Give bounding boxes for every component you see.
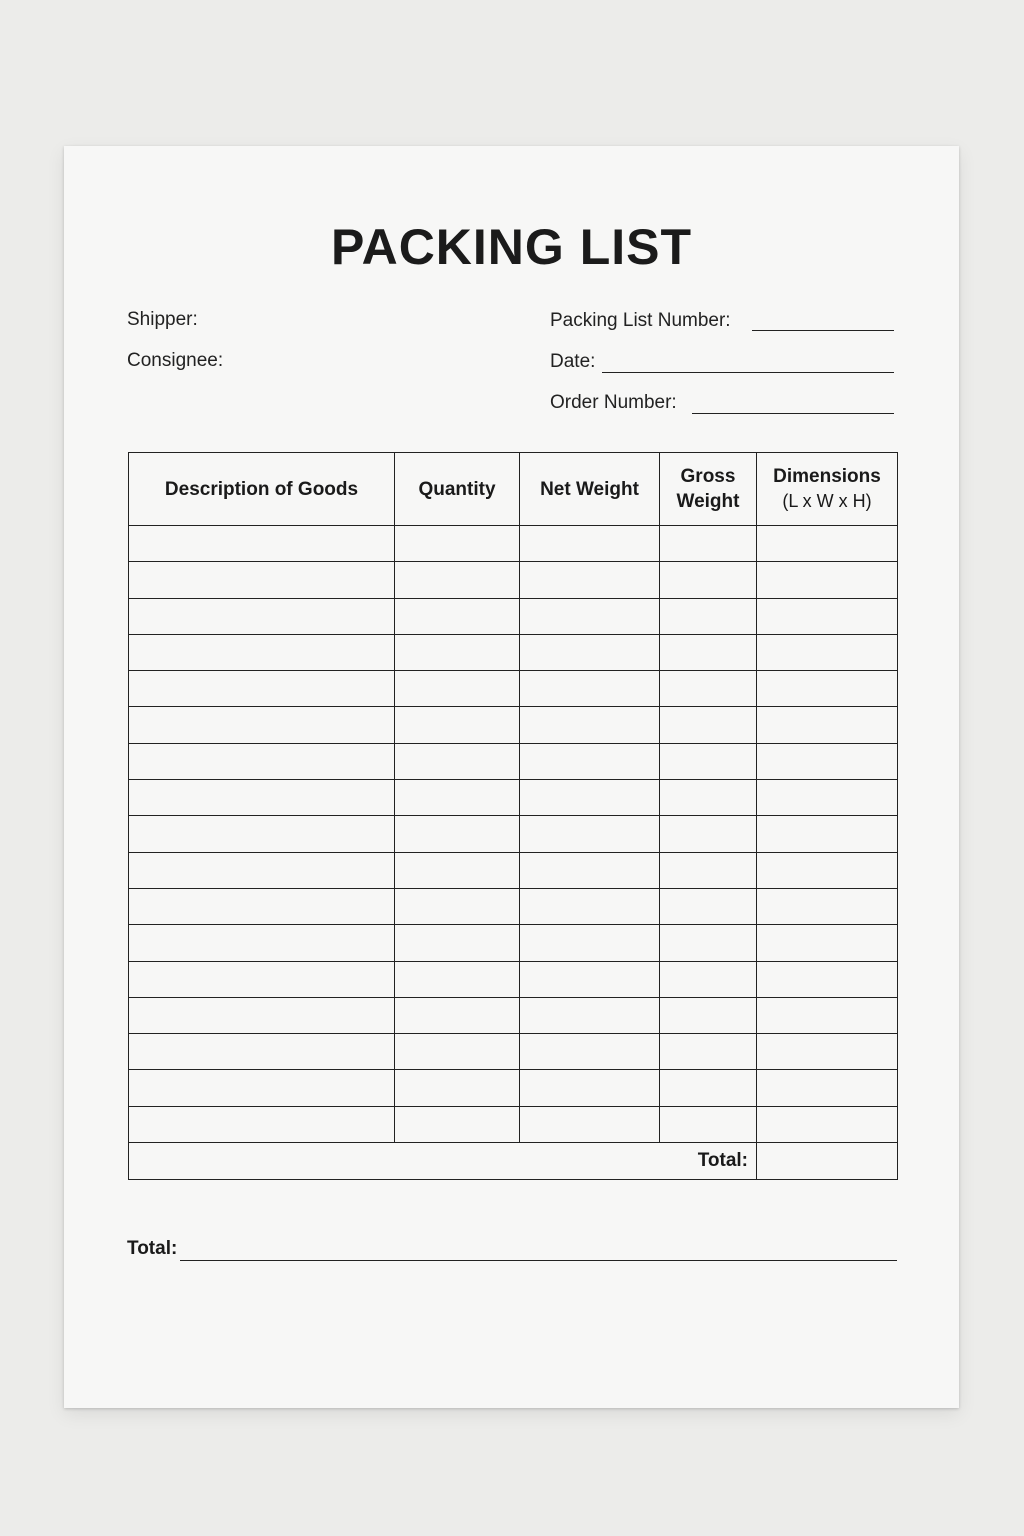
cell-description[interactable] xyxy=(129,997,395,1033)
table-row xyxy=(129,526,898,562)
cell-dimensions[interactable] xyxy=(757,925,898,961)
header-dimensions xyxy=(757,453,898,526)
cell-net-weight[interactable] xyxy=(520,925,660,961)
cell-description[interactable] xyxy=(129,816,395,852)
cell-description[interactable] xyxy=(129,852,395,888)
header-description: Description of Goods xyxy=(129,453,395,526)
table-row xyxy=(129,780,898,816)
cell-gross-weight[interactable] xyxy=(660,707,757,743)
cell-gross-weight[interactable] xyxy=(660,780,757,816)
cell-gross-weight[interactable] xyxy=(660,634,757,670)
table-row xyxy=(129,1034,898,1070)
cell-gross-weight[interactable] xyxy=(660,852,757,888)
cell-net-weight[interactable] xyxy=(520,1106,660,1142)
table-body xyxy=(129,526,898,1143)
table-total-label: Total: xyxy=(129,1143,757,1180)
header-gross-weight-line1: Gross xyxy=(680,466,736,487)
table-row xyxy=(129,925,898,961)
packing-list-sheet xyxy=(64,146,959,1408)
cell-description[interactable] xyxy=(129,562,395,598)
cell-description[interactable] xyxy=(129,888,395,924)
cell-quantity[interactable] xyxy=(395,888,520,924)
footer-total-label: Total: xyxy=(127,1238,178,1259)
cell-dimensions[interactable] xyxy=(757,780,898,816)
header-dimensions-title: Dimensions xyxy=(773,466,881,487)
cell-description[interactable] xyxy=(129,707,395,743)
cell-gross-weight[interactable] xyxy=(660,526,757,562)
cell-dimensions[interactable] xyxy=(757,634,898,670)
cell-net-weight[interactable] xyxy=(520,671,660,707)
table-row xyxy=(129,997,898,1033)
cell-quantity[interactable] xyxy=(395,707,520,743)
table-row xyxy=(129,852,898,888)
date-field[interactable] xyxy=(602,372,894,373)
cell-description[interactable] xyxy=(129,1106,395,1142)
cell-quantity[interactable] xyxy=(395,1034,520,1070)
table-row xyxy=(129,634,898,670)
goods-table xyxy=(128,452,898,1180)
date-label: Date: xyxy=(550,351,596,372)
cell-gross-weight[interactable] xyxy=(660,1070,757,1106)
page-title: PACKING LIST xyxy=(330,219,693,275)
cell-net-weight[interactable] xyxy=(520,997,660,1033)
cell-quantity[interactable] xyxy=(395,816,520,852)
cell-net-weight[interactable] xyxy=(520,888,660,924)
cell-dimensions[interactable] xyxy=(757,888,898,924)
header-dimensions-subtitle: (L x W x H) xyxy=(782,491,872,511)
cell-dimensions[interactable] xyxy=(757,852,898,888)
cell-net-weight[interactable] xyxy=(520,816,660,852)
cell-dimensions[interactable] xyxy=(757,562,898,598)
cell-description[interactable] xyxy=(129,961,395,997)
cell-quantity[interactable] xyxy=(395,1070,520,1106)
packing-list-number-field[interactable] xyxy=(752,330,894,331)
cell-dimensions[interactable] xyxy=(757,526,898,562)
cell-dimensions[interactable] xyxy=(757,816,898,852)
shipper-label: Shipper: xyxy=(127,309,198,330)
cell-quantity[interactable] xyxy=(395,997,520,1033)
cell-quantity[interactable] xyxy=(395,562,520,598)
cell-dimensions[interactable] xyxy=(757,1106,898,1142)
cell-quantity[interactable] xyxy=(395,852,520,888)
cell-gross-weight[interactable] xyxy=(660,743,757,779)
table-row xyxy=(129,1106,898,1142)
cell-description[interactable] xyxy=(129,743,395,779)
order-number-label: Order Number: xyxy=(550,392,677,413)
cell-gross-weight[interactable] xyxy=(660,816,757,852)
packing-list-number-label: Packing List Number: xyxy=(550,310,731,331)
cell-quantity[interactable] xyxy=(395,780,520,816)
cell-net-weight[interactable] xyxy=(520,707,660,743)
cell-net-weight[interactable] xyxy=(520,780,660,816)
table-row xyxy=(129,1070,898,1106)
table-row xyxy=(129,743,898,779)
cell-quantity[interactable] xyxy=(395,526,520,562)
cell-description[interactable] xyxy=(129,1034,395,1070)
cell-gross-weight[interactable] xyxy=(660,671,757,707)
cell-net-weight[interactable] xyxy=(520,634,660,670)
cell-quantity[interactable] xyxy=(395,1106,520,1142)
table-header-row xyxy=(129,453,898,526)
consignee-label: Consignee: xyxy=(127,350,224,371)
cell-gross-weight[interactable] xyxy=(660,925,757,961)
cell-dimensions[interactable] xyxy=(757,1034,898,1070)
table-row xyxy=(129,816,898,852)
table-total-row xyxy=(129,1143,898,1180)
table-row xyxy=(129,888,898,924)
table-row xyxy=(129,671,898,707)
table-total-cell[interactable] xyxy=(757,1143,898,1180)
cell-dimensions[interactable] xyxy=(757,997,898,1033)
cell-dimensions[interactable] xyxy=(757,743,898,779)
cell-quantity[interactable] xyxy=(395,634,520,670)
cell-gross-weight[interactable] xyxy=(660,1106,757,1142)
cell-dimensions[interactable] xyxy=(757,707,898,743)
cell-description[interactable] xyxy=(129,598,395,634)
cell-dimensions[interactable] xyxy=(757,1070,898,1106)
cell-gross-weight[interactable] xyxy=(660,888,757,924)
order-number-field[interactable] xyxy=(692,413,894,414)
cell-net-weight[interactable] xyxy=(520,562,660,598)
table-row xyxy=(129,961,898,997)
cell-description[interactable] xyxy=(129,1070,395,1106)
cell-quantity[interactable] xyxy=(395,961,520,997)
cell-net-weight[interactable] xyxy=(520,743,660,779)
cell-quantity[interactable] xyxy=(395,671,520,707)
cell-dimensions[interactable] xyxy=(757,671,898,707)
cell-description[interactable] xyxy=(129,780,395,816)
cell-net-weight[interactable] xyxy=(520,526,660,562)
cell-dimensions[interactable] xyxy=(757,961,898,997)
header-gross-weight-line2: Weight xyxy=(676,491,740,512)
table-row xyxy=(129,598,898,634)
cell-gross-weight[interactable] xyxy=(660,598,757,634)
cell-net-weight[interactable] xyxy=(520,598,660,634)
cell-quantity[interactable] xyxy=(395,925,520,961)
header-net-weight: Net Weight xyxy=(520,453,660,526)
table-row xyxy=(129,562,898,598)
cell-description[interactable] xyxy=(129,925,395,961)
footer-total-field[interactable] xyxy=(180,1260,897,1261)
cell-quantity[interactable] xyxy=(395,598,520,634)
table-row xyxy=(129,707,898,743)
cell-description[interactable] xyxy=(129,526,395,562)
cell-gross-weight[interactable] xyxy=(660,1034,757,1070)
cell-gross-weight[interactable] xyxy=(660,997,757,1033)
cell-net-weight[interactable] xyxy=(520,961,660,997)
header-quantity: Quantity xyxy=(395,453,520,526)
cell-gross-weight[interactable] xyxy=(660,961,757,997)
cell-description[interactable] xyxy=(129,671,395,707)
cell-net-weight[interactable] xyxy=(520,1034,660,1070)
header-gross-weight xyxy=(660,453,757,526)
cell-net-weight[interactable] xyxy=(520,1070,660,1106)
cell-net-weight[interactable] xyxy=(520,852,660,888)
cell-quantity[interactable] xyxy=(395,743,520,779)
cell-gross-weight[interactable] xyxy=(660,562,757,598)
cell-description[interactable] xyxy=(129,634,395,670)
cell-dimensions[interactable] xyxy=(757,598,898,634)
